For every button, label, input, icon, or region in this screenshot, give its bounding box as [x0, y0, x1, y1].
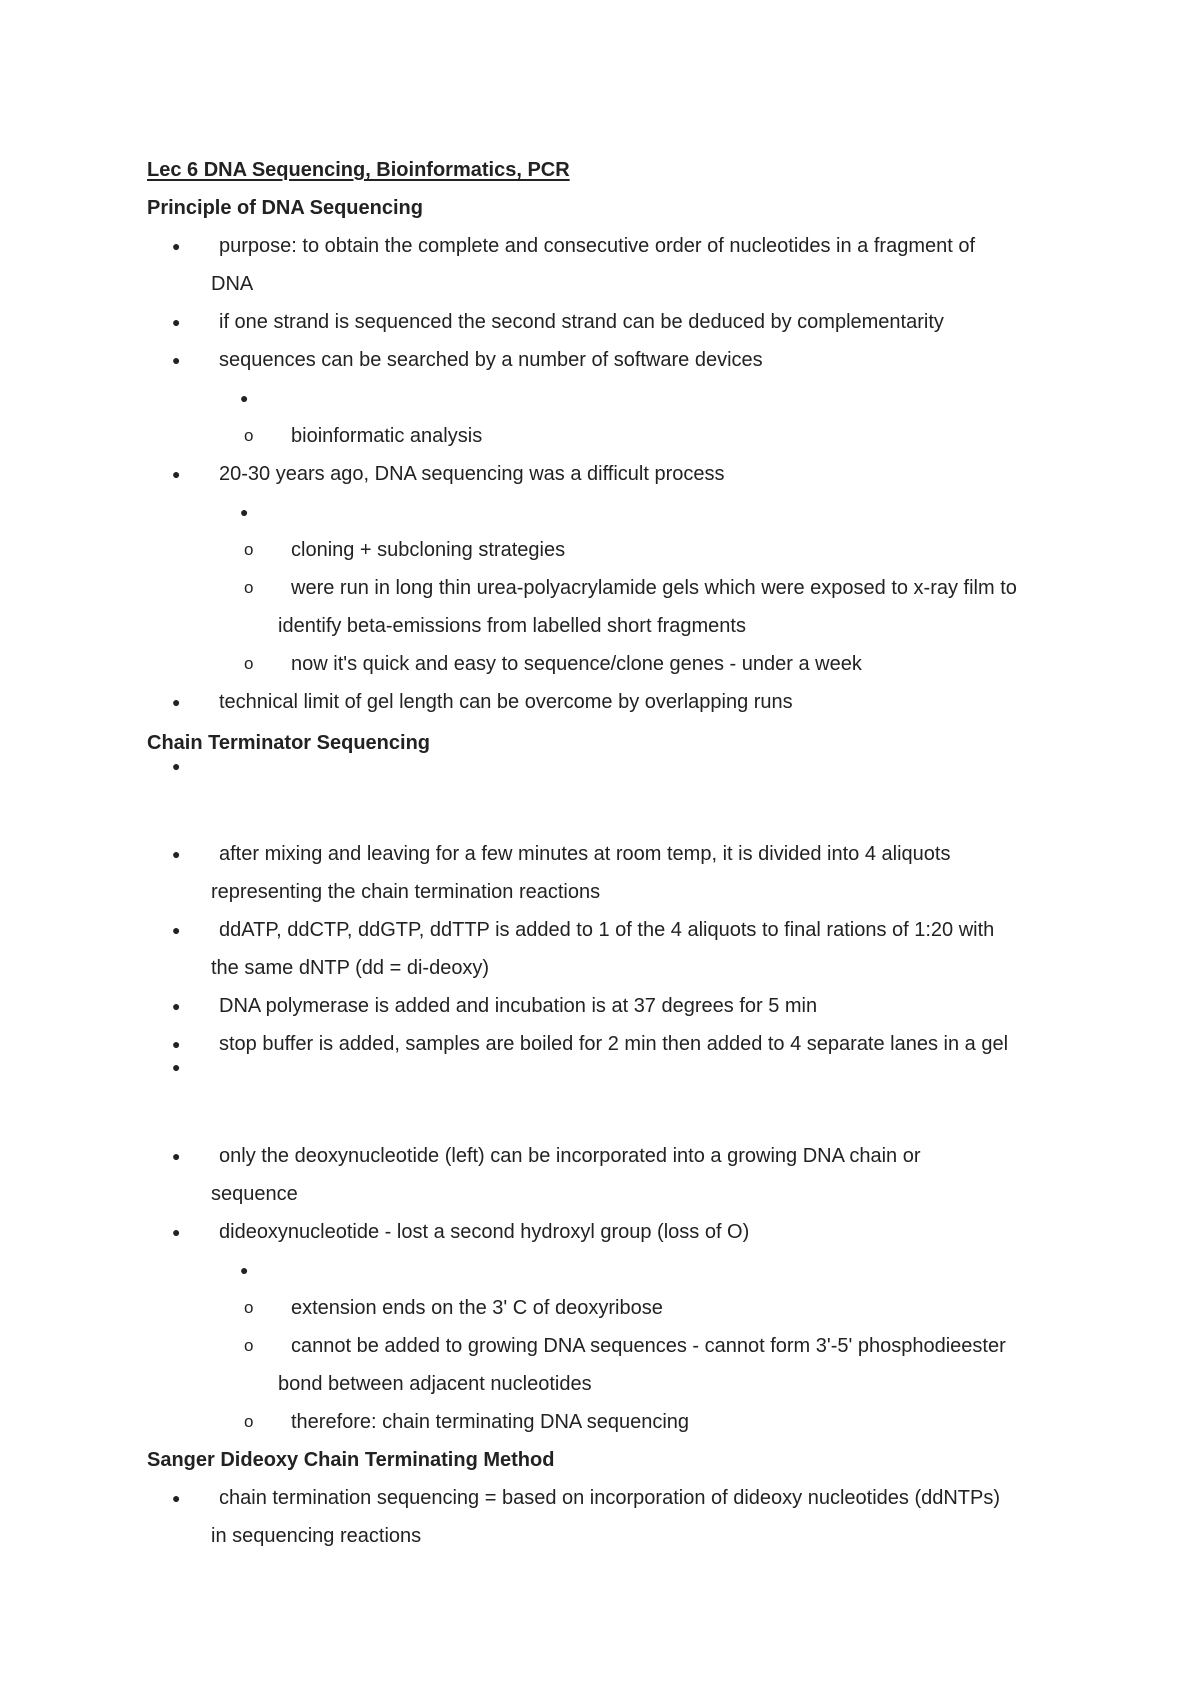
sub-item-text: cloning + subcloning strategies — [291, 539, 566, 561]
list-item-continuation: in sequencing reactions — [211, 1525, 422, 1547]
list-item-text: only the deoxynucleotide (left) can be incorporated into a growing DNA chain or — [219, 1145, 921, 1167]
list-item-text: ddATP, ddCTP, ddGTP, ddTTP is added to 1 of the 4 aliquots to final rations of 1:20 with — [219, 919, 995, 941]
sub-item-continuation: identify beta-emissions from labelled short fragments — [278, 615, 746, 637]
bullet-marker: ● — [172, 998, 181, 1014]
list-item-text: 20-30 years ago, DNA sequencing was a difficult process — [219, 463, 725, 485]
list-item-text: if one strand is sequenced the second strand can be deduced by complementarity — [219, 311, 944, 333]
empty-bullet-marker: ● — [240, 390, 249, 406]
bullet-marker: ● — [172, 694, 181, 710]
sub-bullet-marker: o — [244, 578, 254, 597]
list-item-continuation: sequence — [211, 1183, 298, 1205]
bullet-marker: ● — [172, 1148, 181, 1164]
empty-bullet-marker: ● — [172, 1059, 181, 1075]
document-title: Lec 6 DNA Sequencing, Bioinformatics, PCR — [147, 159, 570, 181]
bullet-marker: ● — [172, 846, 181, 862]
section-heading-sanger: Sanger Dideoxy Chain Terminating Method — [147, 1449, 555, 1471]
bullet-marker: ● — [172, 352, 181, 368]
bullet-marker: ● — [172, 922, 181, 938]
list-item-text: purpose: to obtain the complete and consecutive order of nucleotides in a fragment of — [219, 235, 976, 257]
list-item-text: dideoxynucleotide - lost a second hydroxyl group (loss of O) — [219, 1221, 750, 1243]
sub-item-text: bioinformatic analysis — [291, 425, 483, 447]
sub-item-text: therefore: chain terminating DNA sequencing — [291, 1411, 690, 1433]
list-item-text: sequences can be searched by a number of software devices — [219, 349, 763, 371]
sub-bullet-marker: o — [244, 654, 254, 673]
sub-item-text: were run in long thin urea-polyacrylamide gels which were exposed to x-ray film to — [291, 577, 1017, 599]
sub-bullet-marker: o — [244, 540, 254, 559]
list-item-text: stop buffer is added, samples are boiled for 2 min then added to 4 separate lanes in a gel — [219, 1033, 1009, 1055]
empty-bullet-marker: ● — [240, 1262, 249, 1278]
sub-bullet-marker: o — [244, 1412, 254, 1431]
bullet-marker: ● — [172, 1224, 181, 1240]
list-item-continuation: DNA — [211, 273, 254, 295]
bullet-marker: ● — [172, 238, 181, 254]
bullet-marker: ● — [172, 314, 181, 330]
sub-bullet-marker: o — [244, 1298, 254, 1317]
list-item-text: technical limit of gel length can be overcome by overlapping runs — [219, 691, 793, 713]
section-heading-principle: Principle of DNA Sequencing — [147, 197, 423, 219]
list-item-text: DNA polymerase is added and incubation is at 37 degrees for 5 min — [219, 995, 818, 1017]
sub-bullet-marker: o — [244, 426, 254, 445]
list-item-continuation: representing the chain termination reactions — [211, 881, 601, 903]
sub-item-text: cannot be added to growing DNA sequences - cannot form 3'-5' phosphodieester — [291, 1335, 1006, 1357]
sub-item-continuation: bond between adjacent nucleotides — [278, 1373, 592, 1395]
section-heading-chain-terminator: Chain Terminator Sequencing — [147, 732, 430, 754]
empty-bullet-marker: ● — [172, 758, 181, 774]
empty-bullet-marker: ● — [240, 504, 249, 520]
bullet-marker: ● — [172, 1490, 181, 1506]
list-item-text: after mixing and leaving for a few minutes at room temp, it is divided into 4 aliquots — [219, 843, 951, 865]
bullet-marker: ● — [172, 1036, 181, 1052]
sub-item-text: extension ends on the 3' C of deoxyribose — [291, 1297, 663, 1319]
sub-bullet-marker: o — [244, 1336, 254, 1355]
bullet-marker: ● — [172, 466, 181, 482]
list-item-text: chain termination sequencing = based on incorporation of dideoxy nucleotides (ddNTPs) — [219, 1487, 1001, 1509]
sub-item-text: now it's quick and easy to sequence/clone genes - under a week — [291, 653, 862, 675]
list-item-continuation: the same dNTP (dd = di-deoxy) — [211, 957, 490, 979]
